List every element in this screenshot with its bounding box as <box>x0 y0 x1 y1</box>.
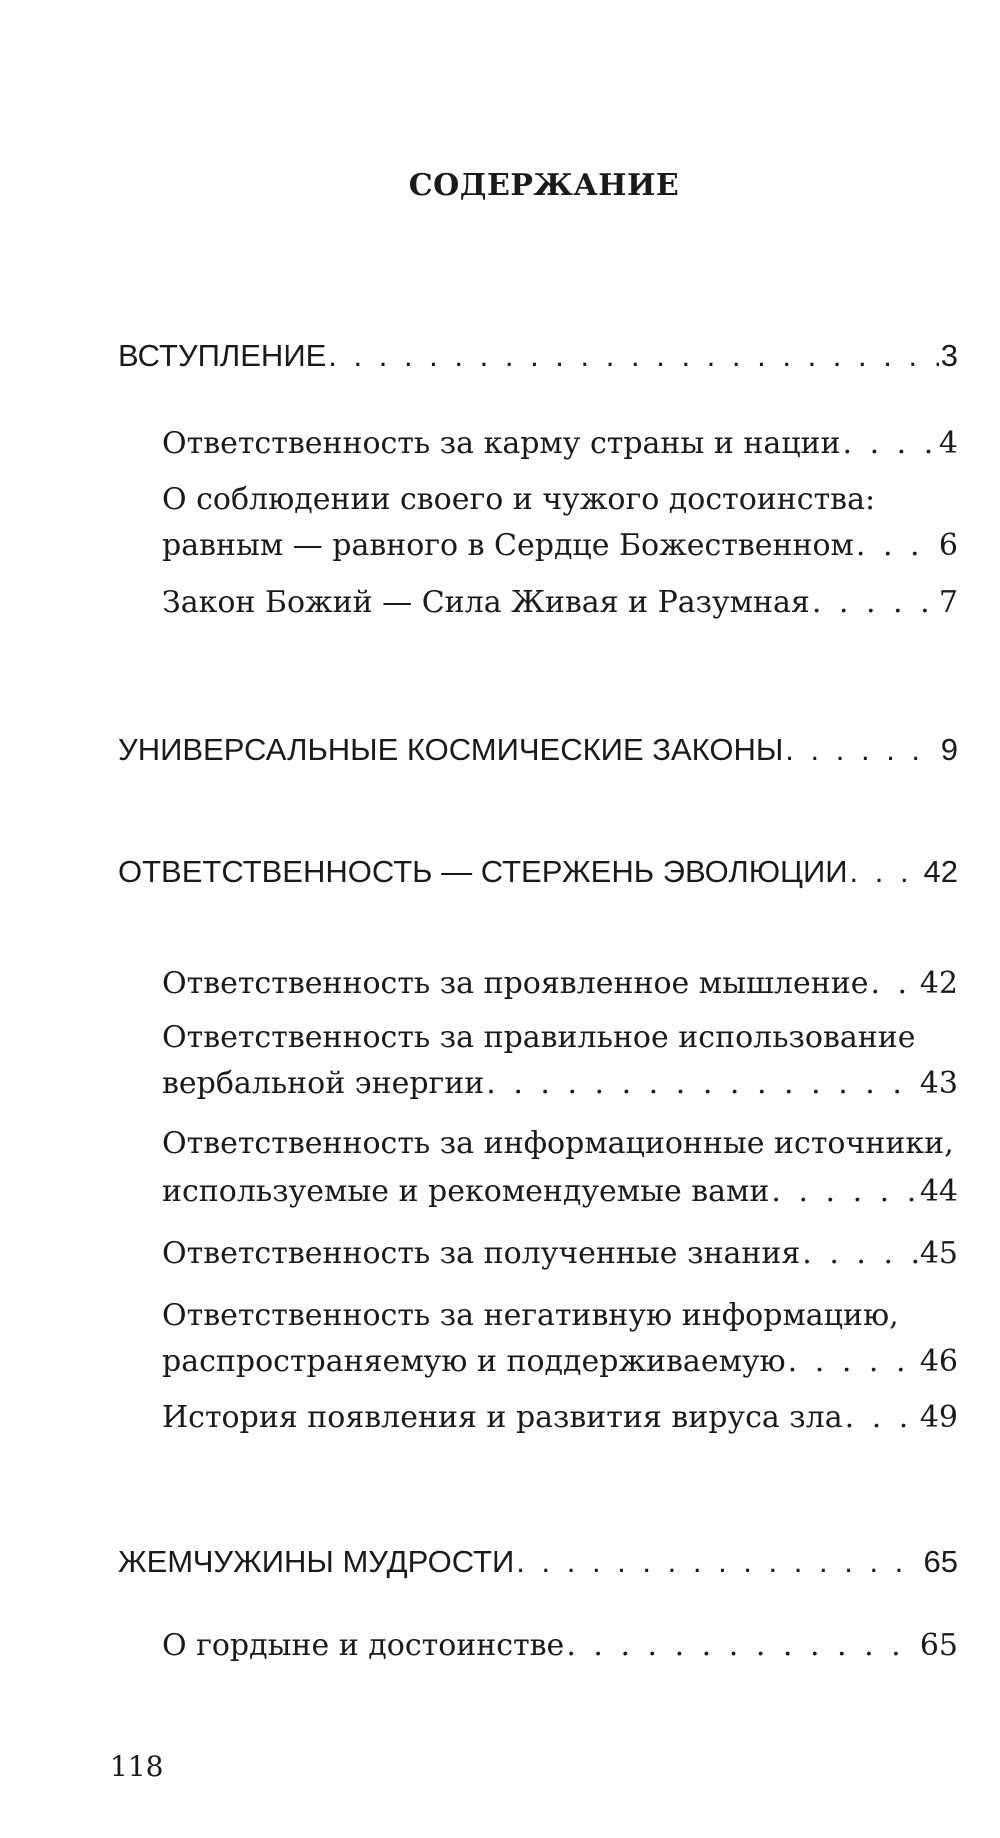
toc-page-number: 65 <box>923 1544 958 1579</box>
toc-entry-label: УНИВЕРСАЛЬНЫЕ КОСМИЧЕСКИЕ ЗАКОНЫ <box>118 732 784 767</box>
toc-entry-label: Ответственность за карму страны и нации <box>162 426 841 461</box>
toc-entry <box>162 1392 958 1444</box>
toc-entry <box>162 958 958 1010</box>
toc-leader-dots <box>850 846 922 898</box>
toc-page-number: 45 <box>919 1236 958 1271</box>
toc-leader-dots <box>516 1536 921 1588</box>
toc-leader-dots <box>328 330 938 382</box>
toc-entry <box>118 846 958 898</box>
toc-page-number: 6 <box>938 528 958 563</box>
toc-page-number: 65 <box>919 1628 958 1663</box>
toc-leader-dots <box>486 1058 918 1110</box>
page-number: 118 <box>110 1750 164 1783</box>
toc-entry-label: О гордыне и достоинстве <box>162 1628 565 1663</box>
toc-entry-label-line: Ответственность за негативную информацию, <box>162 1298 899 1333</box>
toc-page-number: 3 <box>940 338 958 373</box>
toc-page-number: 42 <box>919 966 958 1001</box>
toc-entry <box>162 1228 958 1280</box>
toc-entry <box>162 1336 958 1388</box>
toc-entry <box>162 418 958 470</box>
page-title: СОДЕРЖАНИЕ <box>408 168 680 203</box>
toc-entry <box>162 1058 958 1110</box>
toc-entry-label-line: О соблюдении своего и чужого достоинства: <box>162 482 876 517</box>
toc-page-number: 46 <box>919 1344 958 1379</box>
toc-page-number: 42 <box>923 854 958 889</box>
toc-leader-dots <box>845 1392 918 1444</box>
toc-leader-dots <box>856 520 937 572</box>
toc-entry-label: ВСТУПЛЕНИЕ <box>118 338 327 373</box>
toc-entry-label: ЖЕМЧУЖИНЫ МУДРОСТИ <box>118 1544 515 1579</box>
toc-entry-label: распространяемую и поддерживаемую <box>162 1344 786 1379</box>
toc-page-number: 4 <box>938 426 958 461</box>
toc-entry <box>162 1166 958 1218</box>
toc-entry-label: ОТВЕТСТВЕННОСТЬ — СТЕРЖЕНЬ ЭВОЛЮЦИИ <box>118 854 848 889</box>
toc-leader-dots <box>812 577 937 629</box>
toc-entry-label-line: Ответственность за информационные источники, <box>162 1126 954 1161</box>
toc-entry-label: Ответственность за проявленное мышление <box>162 966 869 1001</box>
toc-entry-label: Ответственность за полученные знания <box>162 1236 801 1271</box>
toc-entry <box>162 1620 958 1672</box>
toc-page-number: 43 <box>919 1066 958 1101</box>
toc-leader-dots <box>870 958 917 1010</box>
toc-page-number: 44 <box>919 1174 958 1209</box>
toc-page-number: 7 <box>938 585 958 620</box>
toc-entry <box>118 330 958 382</box>
toc-entry-label: Закон Божий — Сила Живая и Разумная <box>162 585 810 620</box>
toc-leader-dots <box>788 1336 918 1388</box>
toc-page-number: 9 <box>940 732 958 767</box>
toc-entry <box>162 520 958 572</box>
toc-leader-dots <box>771 1166 917 1218</box>
toc-entry <box>118 724 958 776</box>
toc-leader-dots <box>566 1620 918 1672</box>
toc-entry-label: вербальной энергии <box>162 1066 485 1101</box>
toc-entry <box>118 1536 958 1588</box>
toc-leader-dots <box>802 1228 918 1280</box>
toc-page-number: 49 <box>919 1400 958 1435</box>
toc-entry-label: используемые и рекомендуемые вами <box>162 1174 770 1209</box>
toc-leader-dots <box>843 418 937 470</box>
toc-leader-dots <box>785 724 938 776</box>
toc-entry-label: История появления и развития вируса зла <box>162 1400 843 1435</box>
toc-entry <box>162 577 958 629</box>
toc-entry-label-line: Ответственность за правильное использование <box>162 1020 916 1055</box>
toc-entry-label: равным — равного в Сердце Божественном <box>162 528 854 563</box>
